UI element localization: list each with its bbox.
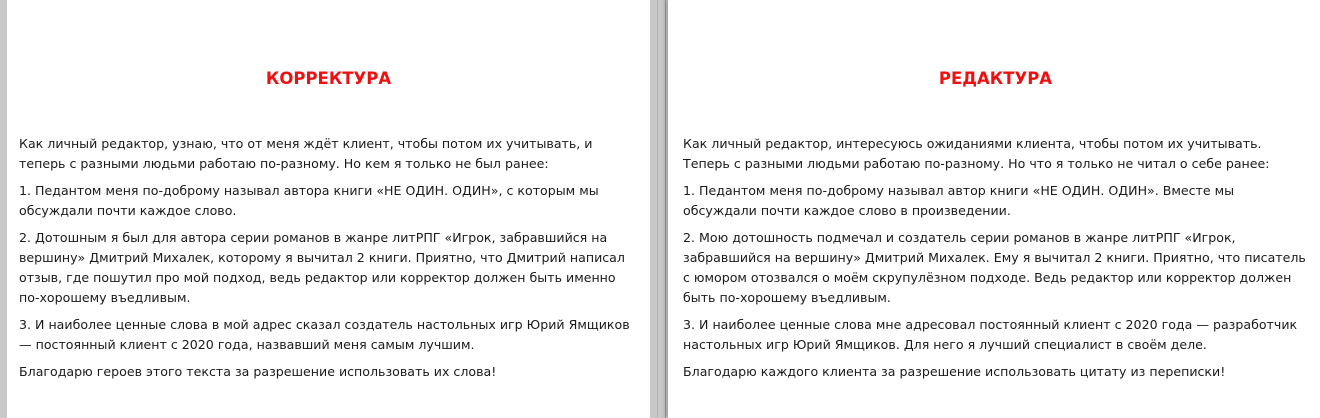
paragraph-item-2: 2. Мою дотошность подмечал и создатель серии романов в жанре литРПГ «Игрок, забравшийся на вершину» Дмитрий Михалек. Ему я вычитал 2 книги. Приятно, что писатель с юмором отозвался о моём скрупулёзном подходе. Ведь редактор или корректор должен быть по-хорошему въедливым. <box>683 230 1306 305</box>
paragraph-intro: Как личный редактор, узнаю, что от меня ждёт клиент, чтобы потом их учитывать, и теперь с разными людьми работаю по-разному. Но кем я только не был ранее: <box>19 136 593 171</box>
paragraph-thanks: Благодарю каждого клиента за разрешение использовать цитату из переписки! <box>683 364 1226 379</box>
page-divider <box>665 0 666 418</box>
page-body-left <box>19 134 638 382</box>
paragraph-item-1: 1. Педантом меня по-доброму называл автора книги «НЕ ОДИН. ОДИН», с которым мы обсуждали почти каждое слово. <box>19 183 599 218</box>
page-heading-redaktura: РЕДАКТУРА <box>938 69 1053 88</box>
document-page-right[interactable] <box>668 0 1320 418</box>
paragraph-item-1: 1. Педантом меня по-доброму называл автор книги «НЕ ОДИН. ОДИН». Вместе мы обсуждали почти каждое слово в произведении. <box>683 183 1235 218</box>
page-heading-korrektura: КОРРЕКТУРА <box>265 69 392 88</box>
paragraph-thanks: Благодарю героев этого текста за разрешение использовать их слова! <box>19 364 497 379</box>
page-body-right <box>683 134 1308 382</box>
paragraph-item-3: 3. И наиболее ценные слова мне адресовал постоянный клиент с 2020 года — разработчик настольных игр Юрий Ямщиков. Для него я лучший специалист в своём деле. <box>683 317 1298 352</box>
paragraph-item-3: 3. И наиболее ценные слова в мой адрес сказал создатель настольных игр Юрий Ямщиков — постоянный клиент с 2020 года, назвавший меня самым лучшим. <box>19 317 630 352</box>
document-page-left[interactable] <box>7 0 650 418</box>
page-divider-shadow <box>657 0 658 418</box>
paragraph-intro: Как личный редактор, интересуюсь ожиданиями клиента, чтобы потом их учитывать. Теперь с разными людьми работаю по-разному. Но что я только не читал о себе ранее: <box>683 136 1270 171</box>
paragraph-item-2: 2. Дотошным я был для автора серии романов в жанре литРПГ «Игрок, забравшийся на вершину» Дмитрий Михалек, которому я вычитал 2 книги. Приятно, что Дмитрий написал отзыв, где пошутил про мой подход, ведь редактор или корректор должен быть именно по-хорошему въедливым. <box>19 230 625 305</box>
